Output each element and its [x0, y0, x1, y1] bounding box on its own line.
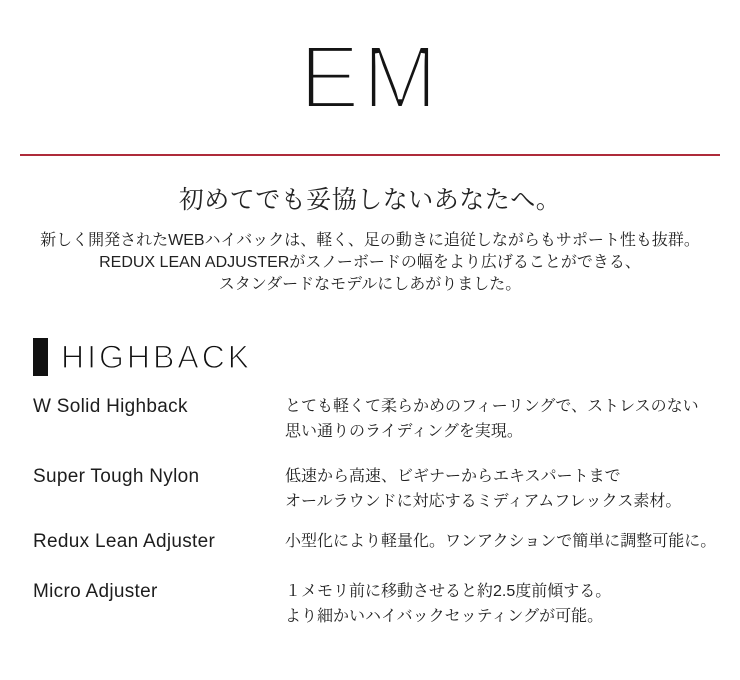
feature-desc-line: 小型化により軽量化。ワンアクションで簡単に調整可能に。 — [285, 533, 717, 550]
tagline-heading: 初めてでも妥協しないあなたへ。 — [178, 186, 562, 214]
feature-row-w-solid-highback — [33, 394, 720, 444]
brand-logo-em: EM — [299, 28, 441, 128]
feature-row-redux-lean-adjuster — [33, 529, 720, 554]
feature-description — [285, 529, 720, 554]
intro-line: 新しく開発されたWEBハイバックは、軽く、足の動きに追従しながらもサポート性も抜群。 — [40, 232, 700, 249]
feature-desc-line: １メモリ前に移動させると約2.5度前傾する。 — [285, 583, 612, 600]
feature-label: Redux Lean Adjuster — [33, 531, 216, 552]
intro-paragraph — [0, 230, 740, 296]
feature-desc-line: より細かいハイバックセッティングが可能。 — [285, 608, 604, 625]
feature-desc-line: オールラウンドに対応するミディアムフレックス素材。 — [285, 493, 682, 510]
feature-desc-line: とても軽くて柔らかめのフィーリングで、ストレスのない — [285, 398, 699, 415]
feature-desc-line: 思い通りのライディングを実現。 — [285, 423, 523, 440]
section-title: HIGHBACK — [61, 339, 253, 375]
feature-row-super-tough-nylon — [33, 464, 720, 514]
section-marker-bar — [33, 338, 48, 376]
red-divider-line — [20, 154, 720, 156]
feature-desc-line: 低速から高速、ビギナーからエキスパートまで — [285, 468, 621, 485]
feature-row-micro-adjuster — [33, 579, 720, 629]
feature-description — [285, 464, 720, 514]
section-header-highback — [33, 338, 252, 376]
feature-description — [285, 394, 720, 444]
feature-description — [285, 579, 720, 629]
feature-label: Super Tough Nylon — [33, 466, 200, 487]
intro-line: スタンダードなモデルにしあがりました。 — [218, 276, 522, 293]
feature-label: W Solid Highback — [33, 396, 188, 417]
intro-line: REDUX LEAN ADJUSTERがスノーボードの幅をより広げることができる、 — [99, 254, 641, 271]
feature-label: Micro Adjuster — [33, 581, 158, 602]
